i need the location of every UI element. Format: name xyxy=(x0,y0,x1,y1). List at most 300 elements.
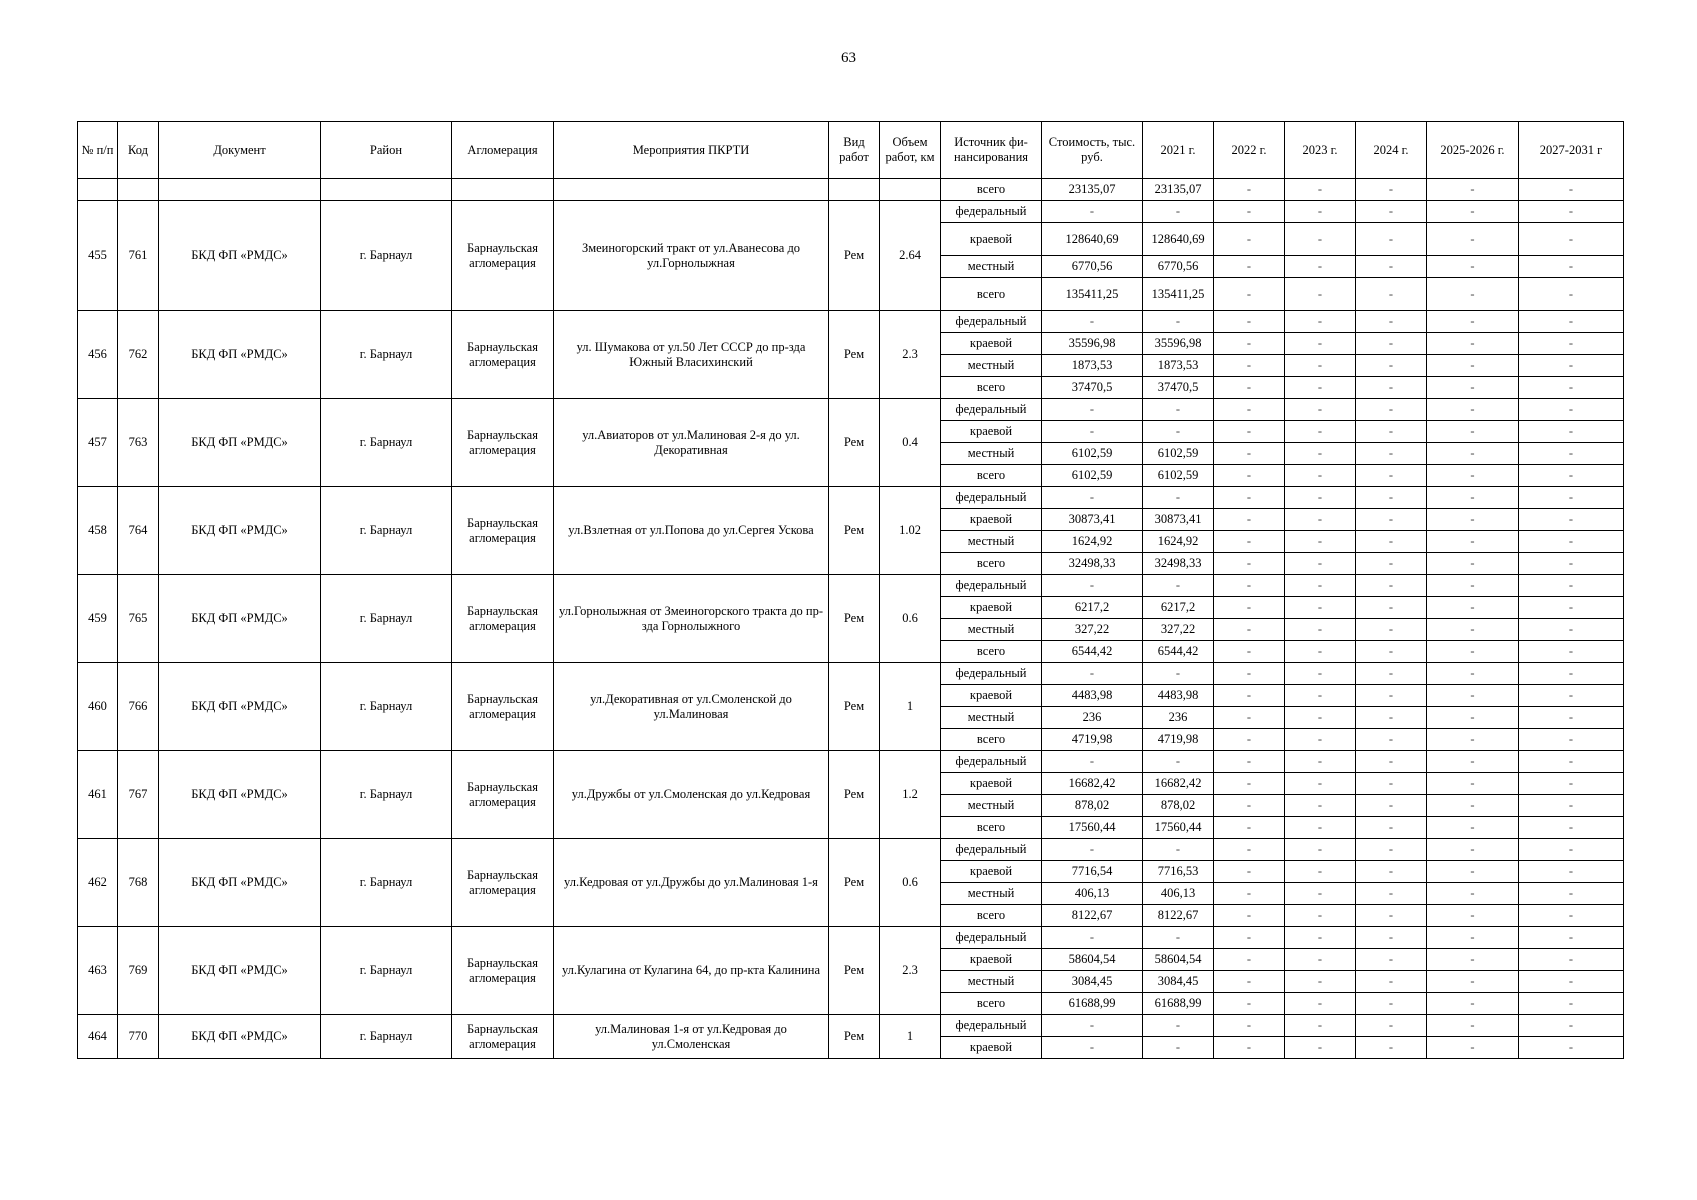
cost-value: 878,02 xyxy=(1042,795,1143,817)
row-number: 463 xyxy=(78,927,118,1015)
funding-source: федеральный xyxy=(941,575,1042,597)
value-2027-2031: - xyxy=(1519,1037,1624,1059)
value-2024: - xyxy=(1356,685,1427,707)
value-2024: - xyxy=(1356,201,1427,223)
header-2024: 2024 г. xyxy=(1356,122,1427,179)
value-2027-2031: - xyxy=(1519,641,1624,663)
cost-value: 327,22 xyxy=(1042,619,1143,641)
row-number: 456 xyxy=(78,311,118,399)
table-row xyxy=(78,1015,1624,1037)
value-2025-2026: - xyxy=(1427,179,1519,201)
event-description: ул.Кулагина от Кулагина 64, до пр-кта Калинина xyxy=(554,927,829,1015)
row-number: 458 xyxy=(78,487,118,575)
value-2024: - xyxy=(1356,399,1427,421)
value-2023: - xyxy=(1285,443,1356,465)
value-2027-2031: - xyxy=(1519,795,1624,817)
cost-value: - xyxy=(1042,487,1143,509)
cost-value: - xyxy=(1042,311,1143,333)
value-2022: - xyxy=(1214,278,1285,311)
value-2023: - xyxy=(1285,377,1356,399)
value-2023: - xyxy=(1285,685,1356,707)
value-2025-2026: - xyxy=(1427,817,1519,839)
value-2021: - xyxy=(1143,421,1214,443)
value-2027-2031: - xyxy=(1519,597,1624,619)
cost-value: 1624,92 xyxy=(1042,531,1143,553)
value-2023: - xyxy=(1285,256,1356,278)
value-2027-2031: - xyxy=(1519,311,1624,333)
header-2023: 2023 г. xyxy=(1285,122,1356,179)
agglomeration: Барнаульская агломерация xyxy=(452,663,554,751)
value-2025-2026: - xyxy=(1427,465,1519,487)
event-description: ул.Кедровая от ул.Дружбы до ул.Малиновая 1-я xyxy=(554,839,829,927)
agglomeration: Барнаульская агломерация xyxy=(452,311,554,399)
cost-value: - xyxy=(1042,839,1143,861)
value-2027-2031: - xyxy=(1519,751,1624,773)
value-2025-2026: - xyxy=(1427,256,1519,278)
value-2025-2026: - xyxy=(1427,553,1519,575)
value-2025-2026: - xyxy=(1427,751,1519,773)
volume-km: 1.2 xyxy=(880,751,941,839)
value-2023: - xyxy=(1285,795,1356,817)
value-2022: - xyxy=(1214,619,1285,641)
cost-value: 61688,99 xyxy=(1042,993,1143,1015)
value-2021: 6544,42 xyxy=(1143,641,1214,663)
header-funding-source: Источник фи-нансирования xyxy=(941,122,1042,179)
volume-km: 0.4 xyxy=(880,399,941,487)
value-2024: - xyxy=(1356,817,1427,839)
district: г. Барнаул xyxy=(321,311,452,399)
value-2027-2031: - xyxy=(1519,278,1624,311)
value-2024: - xyxy=(1356,795,1427,817)
value-2024: - xyxy=(1356,421,1427,443)
work-type: Рем xyxy=(829,839,880,927)
value-2023: - xyxy=(1285,509,1356,531)
document: БКД ФП «РМДС» xyxy=(159,575,321,663)
value-2022: - xyxy=(1214,443,1285,465)
value-2027-2031: - xyxy=(1519,377,1624,399)
value-2024: - xyxy=(1356,729,1427,751)
cost-value: 6217,2 xyxy=(1042,597,1143,619)
cost-value: 6102,59 xyxy=(1042,465,1143,487)
event-description: ул.Малиновая 1-я от ул.Кедровая до ул.Смоленская xyxy=(554,1015,829,1059)
value-2024: - xyxy=(1356,993,1427,1015)
funding-source: всего xyxy=(941,641,1042,663)
value-2024: - xyxy=(1356,443,1427,465)
work-type: Рем xyxy=(829,663,880,751)
value-2027-2031: - xyxy=(1519,223,1624,256)
value-2023: - xyxy=(1285,333,1356,355)
header-2021: 2021 г. xyxy=(1143,122,1214,179)
agglomeration: Барнаульская агломерация xyxy=(452,1015,554,1059)
header-document: Документ xyxy=(159,122,321,179)
value-2027-2031: - xyxy=(1519,839,1624,861)
value-2024: - xyxy=(1356,773,1427,795)
cost-value: 1873,53 xyxy=(1042,355,1143,377)
table-row xyxy=(78,663,1624,685)
value-2022: - xyxy=(1214,597,1285,619)
value-2023: - xyxy=(1285,399,1356,421)
value-2027-2031: - xyxy=(1519,575,1624,597)
value-2023: - xyxy=(1285,597,1356,619)
funding-source: всего xyxy=(941,377,1042,399)
value-2023: - xyxy=(1285,663,1356,685)
value-2024: - xyxy=(1356,531,1427,553)
value-2027-2031: - xyxy=(1519,663,1624,685)
value-2024: - xyxy=(1356,861,1427,883)
cost-value: 37470,5 xyxy=(1042,377,1143,399)
value-2025-2026: - xyxy=(1427,509,1519,531)
agglomeration: Барнаульская агломерация xyxy=(452,487,554,575)
value-2024: - xyxy=(1356,663,1427,685)
document: БКД ФП «РМДС» xyxy=(159,751,321,839)
value-2023: - xyxy=(1285,641,1356,663)
value-2022: - xyxy=(1214,256,1285,278)
value-2022: - xyxy=(1214,509,1285,531)
value-2027-2031: - xyxy=(1519,773,1624,795)
document: БКД ФП «РМДС» xyxy=(159,663,321,751)
value-2021: 6102,59 xyxy=(1143,465,1214,487)
value-2027-2031: - xyxy=(1519,421,1624,443)
value-2023: - xyxy=(1285,223,1356,256)
event-description: Змеиногорский тракт от ул.Аванесова до ул.Горнолыжная xyxy=(554,201,829,311)
value-2022: - xyxy=(1214,729,1285,751)
district: г. Барнаул xyxy=(321,487,452,575)
value-2022: - xyxy=(1214,817,1285,839)
cost-value: - xyxy=(1042,575,1143,597)
header-2025-2026: 2025-2026 г. xyxy=(1427,122,1519,179)
value-2025-2026: - xyxy=(1427,333,1519,355)
value-2025-2026: - xyxy=(1427,949,1519,971)
value-2021: - xyxy=(1143,1037,1214,1059)
value-2023: - xyxy=(1285,531,1356,553)
document: БКД ФП «РМДС» xyxy=(159,201,321,311)
value-2024: - xyxy=(1356,707,1427,729)
value-2021: 7716,53 xyxy=(1143,861,1214,883)
funding-source: всего xyxy=(941,905,1042,927)
value-2027-2031: - xyxy=(1519,949,1624,971)
funding-source: всего xyxy=(941,179,1042,201)
value-2024: - xyxy=(1356,751,1427,773)
cost-value: - xyxy=(1042,1015,1143,1037)
volume-km: 2.64 xyxy=(880,201,941,311)
work-type: Рем xyxy=(829,927,880,1015)
row-number: 457 xyxy=(78,399,118,487)
value-2024: - xyxy=(1356,355,1427,377)
value-2021: 128640,69 xyxy=(1143,223,1214,256)
value-2027-2031: - xyxy=(1519,509,1624,531)
program-table xyxy=(77,121,1624,1059)
row-number: 461 xyxy=(78,751,118,839)
code: 766 xyxy=(118,663,159,751)
value-2025-2026: - xyxy=(1427,421,1519,443)
table-row xyxy=(78,201,1624,223)
value-2025-2026: - xyxy=(1427,278,1519,311)
value-2025-2026: - xyxy=(1427,883,1519,905)
volume-km: 1.02 xyxy=(880,487,941,575)
value-2022: - xyxy=(1214,355,1285,377)
value-2024: - xyxy=(1356,278,1427,311)
value-2023: - xyxy=(1285,619,1356,641)
header-num: № п/п xyxy=(78,122,118,179)
value-2025-2026: - xyxy=(1427,707,1519,729)
value-2027-2031: - xyxy=(1519,333,1624,355)
value-2023: - xyxy=(1285,1037,1356,1059)
cost-value: 4719,98 xyxy=(1042,729,1143,751)
value-2023: - xyxy=(1285,553,1356,575)
value-2025-2026: - xyxy=(1427,993,1519,1015)
agglomeration: Барнаульская агломерация xyxy=(452,927,554,1015)
cost-value: 8122,67 xyxy=(1042,905,1143,927)
cost-value: 6102,59 xyxy=(1042,443,1143,465)
cost-value: 17560,44 xyxy=(1042,817,1143,839)
value-2022: - xyxy=(1214,1037,1285,1059)
value-2027-2031: - xyxy=(1519,619,1624,641)
funding-source: федеральный xyxy=(941,201,1042,223)
value-2024: - xyxy=(1356,883,1427,905)
agglomeration: Барнаульская агломерация xyxy=(452,751,554,839)
value-2021: 1873,53 xyxy=(1143,355,1214,377)
value-2025-2026: - xyxy=(1427,795,1519,817)
funding-source: местный xyxy=(941,355,1042,377)
value-2023: - xyxy=(1285,971,1356,993)
cost-value: 6770,56 xyxy=(1042,256,1143,278)
code: 770 xyxy=(118,1015,159,1059)
value-2023: - xyxy=(1285,707,1356,729)
funding-source: местный xyxy=(941,883,1042,905)
funding-source: федеральный xyxy=(941,927,1042,949)
value-2021: - xyxy=(1143,201,1214,223)
code: 764 xyxy=(118,487,159,575)
district: г. Барнаул xyxy=(321,839,452,927)
agglomeration: Барнаульская агломерация xyxy=(452,839,554,927)
cost-value: - xyxy=(1042,1037,1143,1059)
value-2023: - xyxy=(1285,179,1356,201)
value-2021: 1624,92 xyxy=(1143,531,1214,553)
value-2021: 236 xyxy=(1143,707,1214,729)
value-2023: - xyxy=(1285,773,1356,795)
value-2027-2031: - xyxy=(1519,1015,1624,1037)
code: 761 xyxy=(118,201,159,311)
value-2022: - xyxy=(1214,971,1285,993)
district: г. Барнаул xyxy=(321,201,452,311)
value-2024: - xyxy=(1356,597,1427,619)
funding-source: краевой xyxy=(941,861,1042,883)
district: г. Барнаул xyxy=(321,663,452,751)
value-2024: - xyxy=(1356,311,1427,333)
funding-source: местный xyxy=(941,707,1042,729)
value-2027-2031: - xyxy=(1519,553,1624,575)
table-body xyxy=(78,179,1624,1059)
value-2027-2031: - xyxy=(1519,399,1624,421)
value-2027-2031: - xyxy=(1519,927,1624,949)
work-type: Рем xyxy=(829,1015,880,1059)
volume-km: 0.6 xyxy=(880,839,941,927)
value-2027-2031: - xyxy=(1519,685,1624,707)
row-number: 459 xyxy=(78,575,118,663)
volume-km: 0.6 xyxy=(880,575,941,663)
value-2021: 17560,44 xyxy=(1143,817,1214,839)
row-number: 464 xyxy=(78,1015,118,1059)
value-2021: 6217,2 xyxy=(1143,597,1214,619)
funding-source: краевой xyxy=(941,1037,1042,1059)
event-description: ул.Декоративная от ул.Смоленской до ул.Малиновая xyxy=(554,663,829,751)
document: БКД ФП «РМДС» xyxy=(159,927,321,1015)
table-row xyxy=(78,311,1624,333)
value-2022: - xyxy=(1214,773,1285,795)
value-2021: - xyxy=(1143,839,1214,861)
value-2027-2031: - xyxy=(1519,729,1624,751)
value-2021: - xyxy=(1143,663,1214,685)
value-2022: - xyxy=(1214,421,1285,443)
value-2027-2031: - xyxy=(1519,707,1624,729)
value-2027-2031: - xyxy=(1519,971,1624,993)
funding-source: краевой xyxy=(941,509,1042,531)
value-2022: - xyxy=(1214,663,1285,685)
value-2021: 3084,45 xyxy=(1143,971,1214,993)
value-2024: - xyxy=(1356,905,1427,927)
funding-source: федеральный xyxy=(941,311,1042,333)
value-2021: 6770,56 xyxy=(1143,256,1214,278)
value-2021: 8122,67 xyxy=(1143,905,1214,927)
value-2027-2031: - xyxy=(1519,905,1624,927)
value-2025-2026: - xyxy=(1427,201,1519,223)
value-2023: - xyxy=(1285,905,1356,927)
work-type: Рем xyxy=(829,575,880,663)
value-2024: - xyxy=(1356,641,1427,663)
value-2024: - xyxy=(1356,377,1427,399)
row-number: 455 xyxy=(78,201,118,311)
value-2021: 30873,41 xyxy=(1143,509,1214,531)
table-row xyxy=(78,399,1624,421)
value-2022: - xyxy=(1214,487,1285,509)
value-2021: 37470,5 xyxy=(1143,377,1214,399)
value-2024: - xyxy=(1356,949,1427,971)
cost-value: - xyxy=(1042,751,1143,773)
event-description: ул.Горнолыжная от Змеиногорского тракта до пр-зда Горнолыжного xyxy=(554,575,829,663)
value-2022: - xyxy=(1214,993,1285,1015)
value-2025-2026: - xyxy=(1427,355,1519,377)
value-2021: 32498,33 xyxy=(1143,553,1214,575)
header-work-type: Вид работ xyxy=(829,122,880,179)
value-2022: - xyxy=(1214,685,1285,707)
funding-source: местный xyxy=(941,531,1042,553)
event-description: ул. Шумакова от ул.50 Лет СССР до пр-зда Южный Власихинский xyxy=(554,311,829,399)
cost-value: 236 xyxy=(1042,707,1143,729)
event-description: ул.Взлетная от ул.Попова до ул.Сергея Ускова xyxy=(554,487,829,575)
funding-source: федеральный xyxy=(941,399,1042,421)
value-2024: - xyxy=(1356,619,1427,641)
value-2022: - xyxy=(1214,751,1285,773)
value-2023: - xyxy=(1285,575,1356,597)
value-2021: - xyxy=(1143,1015,1214,1037)
row-number: 460 xyxy=(78,663,118,751)
value-2021: - xyxy=(1143,487,1214,509)
value-2023: - xyxy=(1285,465,1356,487)
table-row xyxy=(78,927,1624,949)
value-2027-2031: - xyxy=(1519,531,1624,553)
cost-value: 128640,69 xyxy=(1042,223,1143,256)
value-2023: - xyxy=(1285,861,1356,883)
cost-value: 35596,98 xyxy=(1042,333,1143,355)
row-number: 462 xyxy=(78,839,118,927)
funding-source: всего xyxy=(941,729,1042,751)
value-2021: 4719,98 xyxy=(1143,729,1214,751)
value-2025-2026: - xyxy=(1427,927,1519,949)
table-row xyxy=(78,575,1624,597)
value-2025-2026: - xyxy=(1427,223,1519,256)
value-2021: 406,13 xyxy=(1143,883,1214,905)
document: БКД ФП «РМДС» xyxy=(159,839,321,927)
document: БКД ФП «РМДС» xyxy=(159,1015,321,1059)
funding-source: местный xyxy=(941,443,1042,465)
document: БКД ФП «РМДС» xyxy=(159,311,321,399)
cost-value: - xyxy=(1042,927,1143,949)
value-2021: - xyxy=(1143,575,1214,597)
funding-source: всего xyxy=(941,278,1042,311)
value-2022: - xyxy=(1214,377,1285,399)
cost-value: - xyxy=(1042,421,1143,443)
value-2021: - xyxy=(1143,927,1214,949)
code: 767 xyxy=(118,751,159,839)
value-2024: - xyxy=(1356,256,1427,278)
funding-source: федеральный xyxy=(941,663,1042,685)
funding-source: всего xyxy=(941,993,1042,1015)
value-2027-2031: - xyxy=(1519,883,1624,905)
value-2022: - xyxy=(1214,311,1285,333)
header-events: Мероприятия ПКРТИ xyxy=(554,122,829,179)
value-2025-2026: - xyxy=(1427,1015,1519,1037)
agglomeration: Барнаульская агломерация xyxy=(452,201,554,311)
value-2023: - xyxy=(1285,817,1356,839)
code: 763 xyxy=(118,399,159,487)
value-2022: - xyxy=(1214,553,1285,575)
value-2021: 4483,98 xyxy=(1143,685,1214,707)
value-2025-2026: - xyxy=(1427,311,1519,333)
value-2025-2026: - xyxy=(1427,839,1519,861)
value-2025-2026: - xyxy=(1427,641,1519,663)
value-2022: - xyxy=(1214,949,1285,971)
cost-value: 6544,42 xyxy=(1042,641,1143,663)
cost-value: 4483,98 xyxy=(1042,685,1143,707)
value-2022: - xyxy=(1214,179,1285,201)
value-2027-2031: - xyxy=(1519,487,1624,509)
value-2024: - xyxy=(1356,1037,1427,1059)
funding-source: федеральный xyxy=(941,1015,1042,1037)
value-2025-2026: - xyxy=(1427,773,1519,795)
funding-source: местный xyxy=(941,971,1042,993)
funding-source: местный xyxy=(941,256,1042,278)
value-2027-2031: - xyxy=(1519,817,1624,839)
work-type: Рем xyxy=(829,311,880,399)
table-row xyxy=(78,751,1624,773)
funding-source: всего xyxy=(941,817,1042,839)
cost-value: 58604,54 xyxy=(1042,949,1143,971)
cost-value: 3084,45 xyxy=(1042,971,1143,993)
code: 769 xyxy=(118,927,159,1015)
cost-value: 32498,33 xyxy=(1042,553,1143,575)
value-2022: - xyxy=(1214,399,1285,421)
funding-source: краевой xyxy=(941,597,1042,619)
funding-source: всего xyxy=(941,553,1042,575)
value-2021: 61688,99 xyxy=(1143,993,1214,1015)
value-2027-2031: - xyxy=(1519,256,1624,278)
agglomeration: Барнаульская агломерация xyxy=(452,575,554,663)
document: БКД ФП «РМДС» xyxy=(159,399,321,487)
value-2027-2031: - xyxy=(1519,861,1624,883)
value-2025-2026: - xyxy=(1427,685,1519,707)
value-2023: - xyxy=(1285,278,1356,311)
value-2024: - xyxy=(1356,465,1427,487)
